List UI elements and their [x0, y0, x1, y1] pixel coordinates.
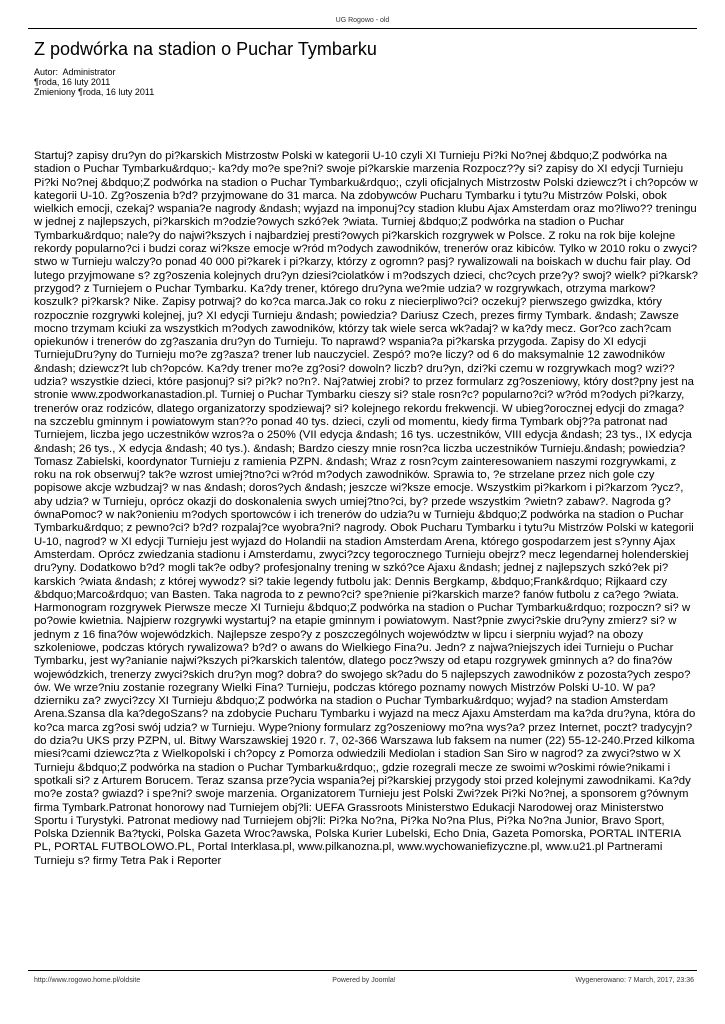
footer-powered-by: Powered by Joomla! — [332, 977, 396, 984]
footer-divider — [28, 970, 697, 971]
footer-generated-date: Wygenerowano: 7 March, 2017, 23:36 — [575, 977, 694, 984]
article-meta — [34, 67, 154, 97]
footer-url-link[interactable]: http://www.rogowo.home.pl/oldsite — [34, 977, 141, 984]
article-title: Z podwórka na stadion o Puchar Tymbarku — [34, 39, 377, 59]
site-header: UG Rogowo - old — [335, 17, 390, 24]
article-created-date: ¶roda, 16 luty 2011 — [34, 77, 111, 87]
article-modified-date: Zmieniony ¶roda, 16 luty 2011 — [34, 87, 155, 97]
article-body: Startuj? zapisy dru?yn do pi?karskich Mistrzostw Polski w kategorii U-10 czyli XI Turnieju Pi?ki No?nej &bdquo;Z podwórka na stadion o Puchar Tymbarku&rdquo;- ka?dy mo?e spe?ni? swoje pi?karskie marzenia Rozpocz??y si? zapisy do XI edycji Turnieju Pi?ki No?nej &bdquo;Z podwórka na stadion o Puchar Tymbarku&rdquo;, czyli oficjalnych Mistrzostw Polski dziewcz?t i ch?opców w kategorii U-10. Zg?oszenia b?d? przyjmowane do 31 marca. Na zdobywców Pucharu Tymbarku i tytu?u Mistrzów Polski, obok wielkich emocji, czekaj? wspania?e nagrody &ndash; wyjazd na imponuj?cy stadion klubu Ajax Amsterdam oraz mo?liwo?? treningu w jednej z najlepszych, pi?karskich m?odzie?owych szkó?ek ?wiata. Turniej &bdquo;Z podwórka na stadion o Puchar Tymbarku&rdquo; nale?y do najwi?kszych i najbardziej presti?owych pi?karskich rozgrywek w Polsce. Z roku na rok bije kolejne rekordy popularno?ci i budzi coraz wi?ksze emocje w?ród m?odych zawodników, trenerów oraz kibiców. Tylko w 2010 roku o zwyci?stwo w Turnieju walczy?o ponad 40 000 pi?karek i pi?karzy, którzy z ogromn? pasj? rywalizowali na boiskach w duchu fair play. Od lutego przyjmowane s? zg?oszenia kolejnych dru?yn dziesi?ciolatków i m?odszych dzieci, chc?cych prze?y? swoj? wielk? pi?karsk? przygod? z Turniejem o Puchar Tymbarku. Ka?dy trener, którego dru?yna we?mie udzia? w rozgrywkach, otrzyma markow? koszulk? pi?karsk? Nike. Zapisy potrwaj? do ko?ca marca.Jak co roku z niecierpliwo?ci? oczekuj? pierwszego gwizdka, który rozpocznie rozgrywki kolejnej, ju? XI edycji Turnieju &ndash; powiedzia? Dariusz Czech, prezes firmy Tymbark. &ndash; Zawsze mocno trzymam kciuki za wszystkich m?odych zawodników, którzy tak wiele serca wk?adaj? w ka?dy mecz. Gor?co zach?cam opiekunów i trenerów do zg?aszania dru?yn do Turnieju. To naprawd? wspania?a pi?karska przygoda. Zapisy do XI edycji TurniejuDru?yny do Turnieju mo?e zg?asza? trener lub nauczyciel. Zespó? mo?e liczy? od 6 do maksymalnie 12 zawodników &ndash; dziewcz?t lub ch?opców. Ka?dy trener mo?e zg?osi? dowoln? liczb? dru?yn, dzi?ki czemu w rozgrywkach mog? wzi?? udzia? wszystkie dzieci, które pasjonuj? si? pi?k? no?n?. Naj?atwiej zrobi? to przez formularz zg?oszeniowy, który dost?pny jest na stronie www.zpodworkanastadion.pl. Turniej o Puchar Tymbarku cieszy si? stale rosn?c? popularno?ci? w?ród m?odych pi?karzy, trenerów oraz rodziców, dlatego organizatorzy spodziewaj? si? kolejnego rekordu frekwencji. W ubieg?orocznej edycji do zmaga? na szczeblu gminnym i powiatowym stan??o ponad 40 tys. dzieci, czyli od momentu, kiedy firma Tymbark obj??a patronat nad Turniejem, liczba jego uczestników wzros?a o 250% (VII edycja &ndash; 16 tys. uczestników, VIII edycja &ndash; 23 tys., IX edycja &ndash; 26 tys., X edycja &ndash; 40 tys.). &ndash; Bardzo cieszy mnie rosn?ca liczba uczestników Turnieju.&ndash; powiedzia? Tomasz Zabielski, koordynator Turnieju z ramienia PZPN. &ndash; Wraz z rosn?cym zainteresowaniem naszymi rozgrywkami, z roku na rok obserwuj? tak?e wzrost umiej?tno?ci w?ród m?odych zawodników. Sprawia to, ?e strzelane przez nich gole czy popisowe akcje wzbudzaj? w nas &ndash; doros?ych &ndash; jeszcze wi?ksze emocje. Wszystkim pi?karkom i pi?karzom ?ycz?, aby udzia? w Turnieju, oprócz okazji do doskonalenia swych umiej?tno?ci, by? przede wszystkim ?wietn? zabaw?. Nagroda g?ównaPomoc? w nak?onieniu m?odych sportowców i ich trenerów do udzia?u w Turnieju &bdquo;Z podwórka na stadion o Puchar Tymbarku&rdquo; z pewno?ci? b?d? rozpalaj?ce wyobra?ni? nagrody. Obok Pucharu Tymbarku i tytu?u Mistrzów Polski w kategorii U-10, nagrod? w XI edycji Turnieju jest wyjazd do Holandii na stadion Amsterdam Arena, którego gospodarzem jest s?ynny Ajax Amsterdam. Oprócz zwiedzania stadionu i Amsterdamu, zwyci?zcy tegorocznego Turnieju obejrz? mecz legendarnej holenderskiej dru?yny. Dodatkowo b?d? mogli tak?e odby? profesjonalny trening w szkó?ce Ajaxu &ndash; jednej z najlepszych szkó?ek pi?karskich ?wiata &ndash; z której wywodz? si? takie legendy futbolu jak: Dennis Bergkamp, &bdquo;Frank&rdquo; Rijkaard czy &bdquo;Marco&rdquo; van Basten. Taka nagroda to z pewno?ci? spe?nienie pi?karskich marze? fanów futbolu z ca?ego ?wiata. Harmonogram rozgrywek Pierwsze mecze XI Turnieju &bdquo;Z podwórka na stadion o Puchar Tymbarku&rdquo; rozpoczn? si? w po?owie kwietnia. Najpierw rozgrywki wystartuj? na etapie gminnym i powiatowym. Nast?pnie zwyci?skie dru?yny zmierz? si? w jednym z 16 fina?ów wojewódzkich. Najlepsze zespo?y z poszczególnych województw w lipcu i sierpniu wyjad? na obozy szkoleniowe, podczas których rywalizowa? b?d? o awans do Wielkiego Fina?u. Jedn? z najwa?niejszych idei Turnieju o Puchar Tymbarku, jest wy?anianie najwi?kszych pi?karskich talentów, dlatego pocz?wszy od etapu rozgrywek gminnych a? do fina?ów wojewódzkich, trenerzy zwyci?skich dru?yn mog? dobra? do swojego sk?adu do 5 najlepszych zawodników z pozosta?ych zespo?ów. We wrze?niu zostanie rozegrany Wielki Fina? Turnieju, podczas którego poznamy nowych Mistrzów Polski U-10. W pa?dzierniku za? zwyci?zcy XI Turnieju &bdquo;Z podwórka na stadion o Puchar Tymbarku&rdquo; wyjad? na stadion Amsterdam Arena.Szansa dla ka?degoSzans? na zdobycie Pucharu Tymbarku i wyjazd na mecz Ajaxu Amsterdam ma ka?da dru?yna, która do ko?ca marca zg?osi swój udzia? w Turnieju. Wype?niony formularz zg?oszeniowy mo?na wys?a? przez Internet, poczt? tradycyjn? do dzia?u UKS przy PZPN, ul. Bitwy Warszawskiej 1920 r. 7, 02-366 Warszawa lub faksem na numer (22) 55-12-240.Przed kilkoma miesi?cami dziewcz?ta z Wielkopolski i ch?opcy z Pomorza odwiedzili Mediolan i stadion San Siro w nagrod? za zwyci?stwo w X Turnieju &bdquo;Z podwórka na stadion o Puchar Tymbarku&rdquo;, gdzie rozegrali mecze ze swoimi w?oskimi rówie?nikami i spotkali si? z Arturem Borucem. Teraz szansa prze?ycia wspania?ej pi?karskiej przygody stoi przed kolejnymi zawodnikami. Ka?dy mo?e zosta? gwiazd? i spe?ni? swoje marzenia. Organizatorem Turnieju jest Polski Zwi?zek Pi?ki No?nej, a sponsorem g?ównym firma Tymbark.Patronat honorowy nad Turniejem obj?li: UEFA Grassroots Ministerstwo Edukacji Narodowej oraz Ministerstwo Sportu i Turystyki. Patronat mediowy nad Turniejem obj?li: Pi?ka No?na, Pi?ka No?na Plus, Pi?ka No?na Junior, Bravo Sport, Polska Dziennik Ba?tycki, Polska Gazeta Wroc?awska, Polska Kurier Lubelski, Echo Dnia, Gazeta Pomorska, PORTAL INTERIA PL, PORTAL FUTBOLOWO.PL, Portal Interklasa.pl, www.pilkanozna.pl, www.wychowaniefizyczne.pl, www.u21.pl Partnerami Turnieju s? firmy Tetra Pak i Reporter — [34, 150, 698, 867]
header-divider — [28, 28, 697, 29]
page-footer — [34, 975, 694, 987]
article-author: Autor: Administrator — [34, 67, 116, 77]
